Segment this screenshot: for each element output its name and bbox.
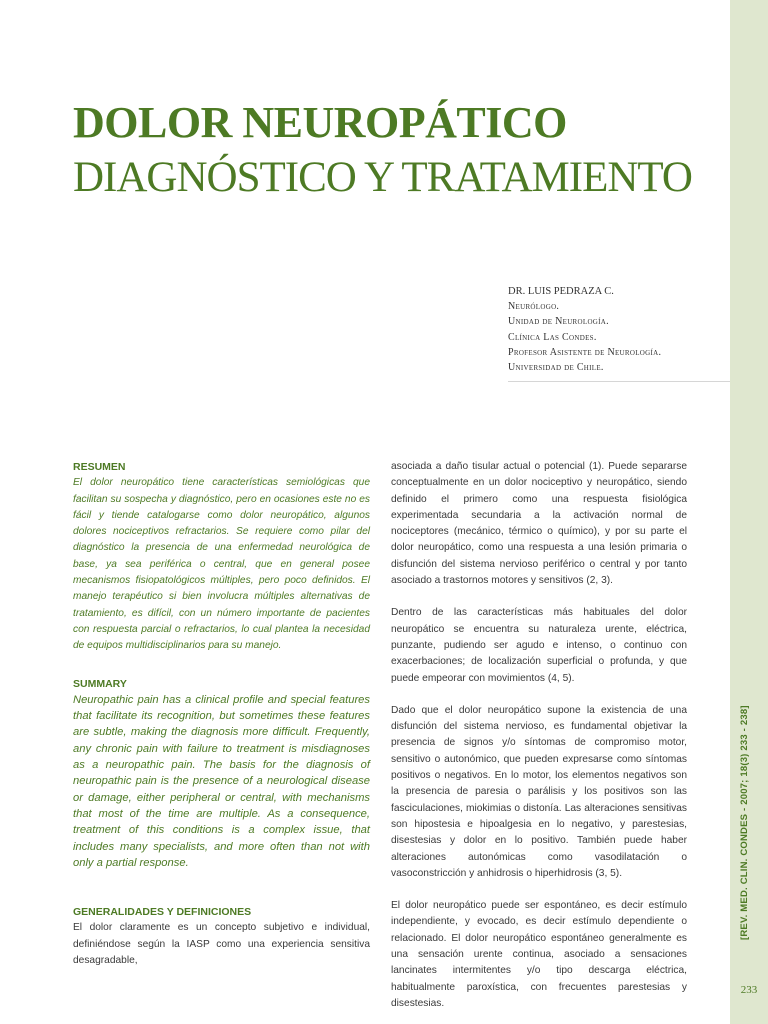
author-affiliation: Profesor Asistente de Neurología. — [508, 346, 662, 358]
author-block — [508, 284, 661, 375]
body-paragraph: Dado que el dolor neuropático supone la existencia de una disfunción del sistema nervioso, es fundamental objetivar la presencia de signos y/o síntomas de compromiso motor, sensitivo o autonómico, que pueden expresarse como síntomas positivos o negativos. En lo motor, los elementos negativos son la presencia de paresia o parálisis y los positivos son las fasciculaciones, miokimias o distonía. Las alteraciones sensitivas son hipostesia e hipoalgesia en lo negativo, y parestesias, disestesias y dolor en lo positivo. También puede haber alteraciones autonómicas como vasodilatación o vasoconstricción y anhidrosis o hiperhidrosis (3, 5). — [391, 704, 687, 879]
author-name: DR. LUIS PEDRAZA C. — [508, 286, 614, 297]
left-column — [73, 459, 370, 969]
generalidades-heading: GENERALIDADES Y DEFINICIONES — [73, 906, 252, 919]
body-paragraph: asociada a daño tisular actual o potencial (1). Puede separarse conceptualmente en un dolor nociceptivo y neuropático, siendo definido el primero como una respuesta fisiológica experimentada secundaria a la activación normal de nociceptores (mecánico, térmico o químico), y por su parte el dolor neuropático, como una respuesta a una lesión primaria o disfunción del sistema nervioso periférico o central y por tanto asociado a trastornos motores y sensitivos (2, 3). — [391, 461, 687, 587]
author-affiliation: Universidad de Chile. — [508, 362, 604, 374]
author-affiliation: Unidad de Neurología. — [508, 316, 609, 328]
author-divider — [508, 381, 730, 382]
summary-text: Neuropathic pain has a clinical profile and special features that facilitate its recognition, but sometimes these features are subtle, making the diagnosis more difficult. Frequently, any chronic pain with failure to treatment is misdiagnoses as a neuropathic pain. The basis for the diagnosis of neuropathic pain is the presence of a neurological disease or damage, either peripheral or central, with mechanisms that most of the time are multiple. As a consequence, treatment of this conditions is a complex issue, that includes many specialists, and more often than not with only a partial response. — [73, 693, 370, 869]
resumen-heading: RESUMEN — [73, 461, 126, 473]
generalidades-text: El dolor claramente es un concepto subjetivo e individual, definiéndose según la IASP como una experiencia sensitiva desagradable, — [73, 922, 370, 967]
summary-heading: SUMMARY — [73, 677, 127, 690]
body-paragraph: El dolor neuropático puede ser espontáneo, es decir estímulo independiente, y evocado, es decir estímulo dependiente o relacionado. El dolor neuropático espontáneo generalmente es una sensación urente continua, asociado a sensaciones lancinates intermitentes y/o tipo descarga eléctrica, habitualmente paroxística, con frecuentes parestesias y disestesias. — [391, 900, 687, 1009]
body-paragraph: Dentro de las características más habituales del dolor neuropático se encuentra su naturaleza urente, eléctrica, punzante, pudiendo ser agudo e intenso, o continuo con exacerbaciones; de localización superficial o profunda, y que puede empeorar con movimientos (4, 5). — [391, 607, 687, 684]
article-subtitle: DIAGNÓSTICO Y TRATAMIENTO — [73, 154, 692, 201]
journal-citation: [REV. MED. CLIN. CONDES - 2007; 18(3) 233 - 238] — [739, 705, 750, 940]
right-column — [391, 459, 687, 1012]
resumen-text: El dolor neuropático tiene características semiológicas que facilitan su sospecha y diagnóstico, pero en ocasiones este no es fácil y tiende catalogarse como dolor neuropático, algunos dolores nociceptivos refractarios. Se requiere como pilar del diagnóstico la presencia de una enfermedad neurológica de base, ya sea periférica o central, que en general posee mecanismos fisiopatológicos múltiples, pero poco definidos. El manejo terapéutico si bien involucra múltiples alternativas de tratamiento, es difícil, con un número importante de pacientes con respuesta parcial o refractarios, lo cual plantea la necesidad de equipos multidisciplinarios para su manejo. — [73, 477, 370, 652]
page-number: 233 — [740, 984, 758, 996]
article-title: DOLOR NEUROPÁTICO — [73, 98, 567, 147]
author-affiliation: Neurólogo. — [508, 301, 560, 313]
author-affiliation: Clínica Las Condes. — [508, 331, 597, 343]
